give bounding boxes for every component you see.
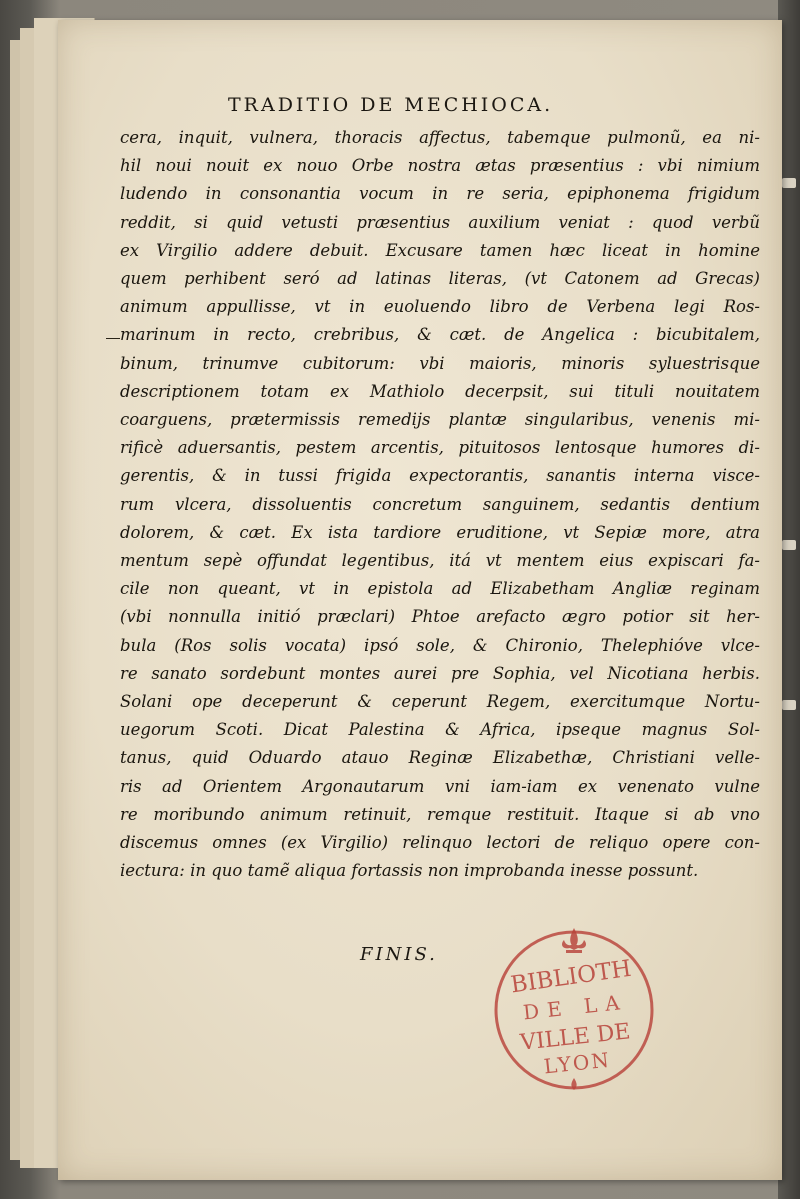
text-line: re moribundo animum retinuit, remque restituit. Itaque si ab vno [120, 804, 760, 824]
text-line: (vbi nonnulla initió præclari) Phtoe arefacto ægro potior sit her- [120, 607, 760, 627]
text-line: rum vlcera, dissoluentis concretum sanguinem, sedantis dentium [120, 494, 760, 514]
text-line: reddit, si quid vetusti præsentius auxilium veniat : quod verbũ [120, 212, 760, 232]
binding-thread [782, 700, 796, 710]
text-line: marinum in recto, crebribus, & cæt. de Angelica : bicubitalem, [120, 325, 760, 345]
text-line: animum appullisse, vt in euoluendo libro de Verbena legi Ros- [120, 297, 760, 317]
text-line: discemus omnes (ex Virgilio) relinquo lectori de reliquo opere con- [120, 833, 760, 853]
text-line: binum, trinumve cubitorum: vbi maioris, minoris syluestrisque [120, 353, 760, 373]
body-text [120, 124, 760, 885]
stamp-line: LYON [542, 1047, 612, 1079]
text-line: iectura: in quo tamẽ aliqua fortassis non improbanda inesse possunt. [120, 861, 699, 881]
stamp-line: DE LA [521, 989, 629, 1025]
text-line: rificè aduersantis, pestem arcentis, pituitosos lentosque humores di- [120, 438, 760, 458]
text-line: mentum sepè offundat legentibus, itá vt mentem eius expiscari fa- [120, 551, 760, 571]
text-line: quem perhibent seró ad latinas literas, (vt Catonem ad Grecas) [120, 269, 760, 289]
finis-text: FINIS. [360, 944, 438, 965]
text-line: cera, inquit, vulnera, thoracis affectus, tabemque pulmonũ, ea ni- [120, 128, 760, 147]
library-stamp [486, 918, 662, 1094]
margin-mark [106, 338, 120, 339]
book-page [58, 20, 782, 1180]
text-line: hil noui nouit ex nouo Orbe nostra ætas præsentius : vbi nimium [120, 156, 760, 176]
binding-thread [782, 178, 796, 188]
text-line: gerentis, & in tussi frigida expectorantis, sanantis interna visce- [120, 466, 760, 486]
text-line: ex Virgilio addere debuit. Excusare tamen hæc liceat in homine [120, 240, 760, 260]
text-line: coarguens, prætermissis remedijs plantæ singularibus, venenis mi- [120, 410, 760, 430]
text-line: bula (Ros solis vocata) ipsó sole, & Chironio, Thelephióve vlce- [120, 635, 760, 655]
text-line: tanus, quid Oduardo atauo Reginæ Elizabethæ, Christiani velle- [120, 748, 760, 768]
text-line: descriptionem totam ex Mathiolo decerpsit, sui tituli nouitatem [120, 381, 760, 401]
text-line: ris ad Orientem Argonautarum vni iam-iam ex venenato vulne [120, 776, 760, 796]
text-line: ludendo in consonantia vocum in re seria, epiphonema frigidum [120, 184, 760, 204]
stamp-line: VILLE DE [519, 1019, 632, 1056]
text-line: dolorem, & cæt. Ex ista tardiore eruditione, vt Sepiæ more, atra [120, 522, 760, 542]
stamp-line: BIBLIOTH [509, 955, 634, 999]
binding-thread [782, 540, 796, 550]
running-head: TRADITIO DE MECHIOCA. [228, 94, 554, 116]
text-line: Solani ope deceperunt & ceperunt Regem, exercitumque Nortu- [120, 692, 760, 712]
text-line: cile non queant, vt in epistola ad Elizabetham Angliæ reginam [120, 579, 760, 599]
text-line: re sanato sordebunt montes aurei pre Sophia, vel Nicotiana herbis. [120, 663, 760, 683]
text-line: uegorum Scoti. Dicat Palestina & Africa, ipseque magnus Sol- [120, 720, 760, 740]
